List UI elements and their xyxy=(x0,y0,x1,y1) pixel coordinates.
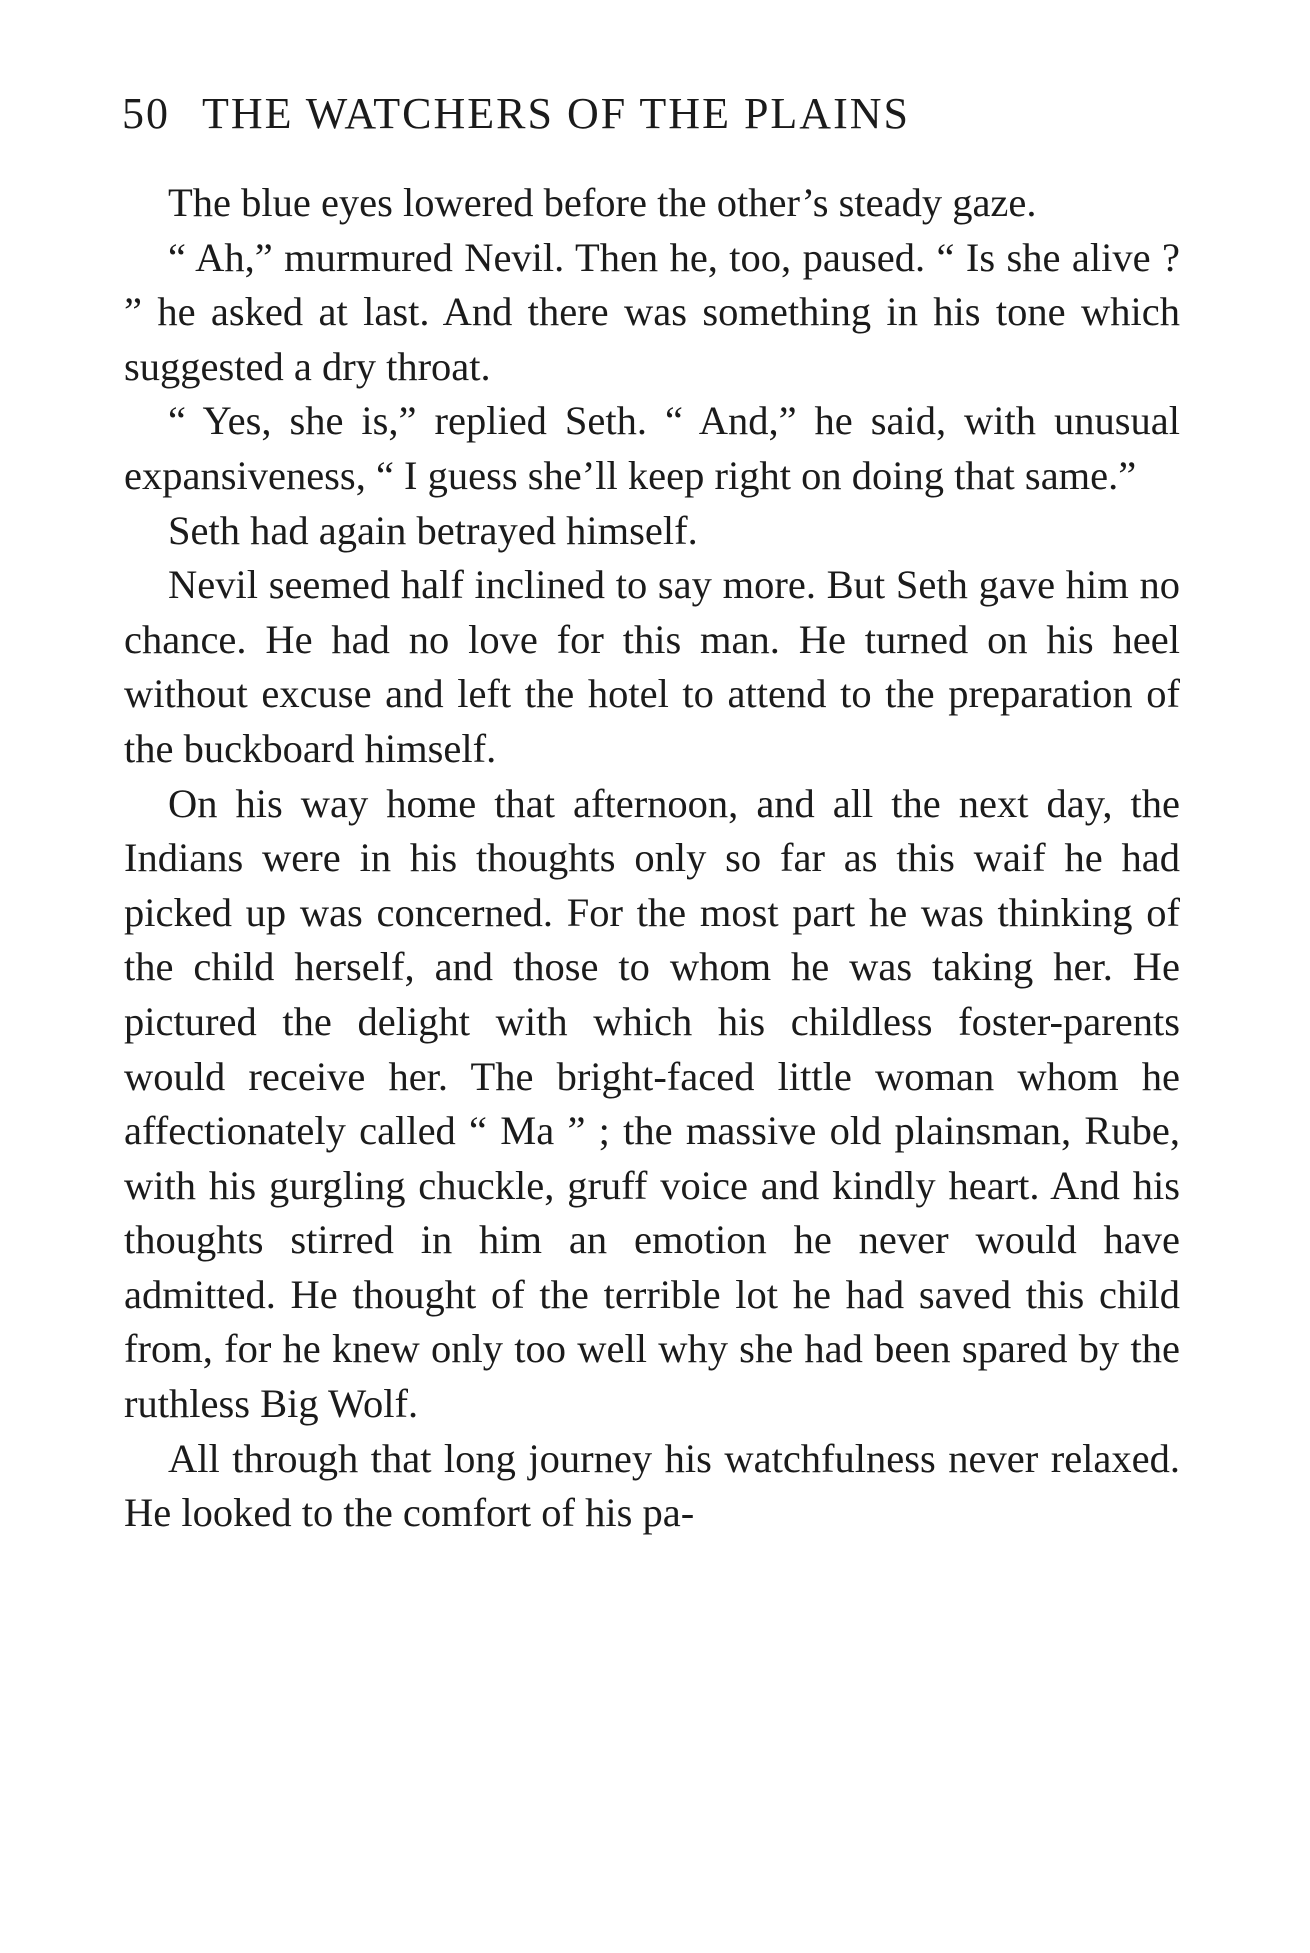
running-head xyxy=(122,88,1182,139)
body-text xyxy=(124,176,1180,1541)
running-title: THE WATCHERS OF THE PLAINS xyxy=(202,89,910,138)
paragraph-5: Nevil seemed half inclined to say more. But Seth gave him no chance. He had no love for this man. He turned on his heel without excuse and left the hotel to attend to the preparation of the buckboard himself. xyxy=(124,562,1180,771)
paragraph-6: On his way home that afternoon, and all the next day, the Indians were in his thoughts only so far as this waif he had picked up was concerned. For the most part he was thinking of the child herself, and those to whom he was taking her. He pictured the delight with which his childless foster-parents would receive her. The bright-faced little woman whom he affectionately called “ Ma ” ; the massive old plainsman, Rube, with his gurgling chuckle, gruff voice and kindly heart. And his thoughts stirred in him an emotion he never would have admitted. He thought of the terrible lot he had saved this child from, for he knew only too well why she had been spared by the ruthless Big Wolf. xyxy=(124,780,1180,1427)
paragraph-2: “ Ah,” murmured Nevil. Then he, too, paused. “ Is she alive ? ” he asked at last. And there was something in his tone which suggested a dry throat. xyxy=(124,234,1180,389)
page-number: 50 xyxy=(122,89,170,138)
paragraph-4: Seth had again betrayed himself. xyxy=(168,507,698,553)
paragraph-3: “ Yes, she is,” replied Seth. “ And,” he said, with unusual expansiveness, “ I guess she’ll keep right on doing that same.” xyxy=(124,398,1180,498)
paragraph-7: All through that long journey his watchfulness never relaxed. He looked to the comfort of his pa- xyxy=(124,1435,1180,1536)
paragraph-1: The blue eyes lowered before the other’s steady gaze. xyxy=(168,180,1037,225)
